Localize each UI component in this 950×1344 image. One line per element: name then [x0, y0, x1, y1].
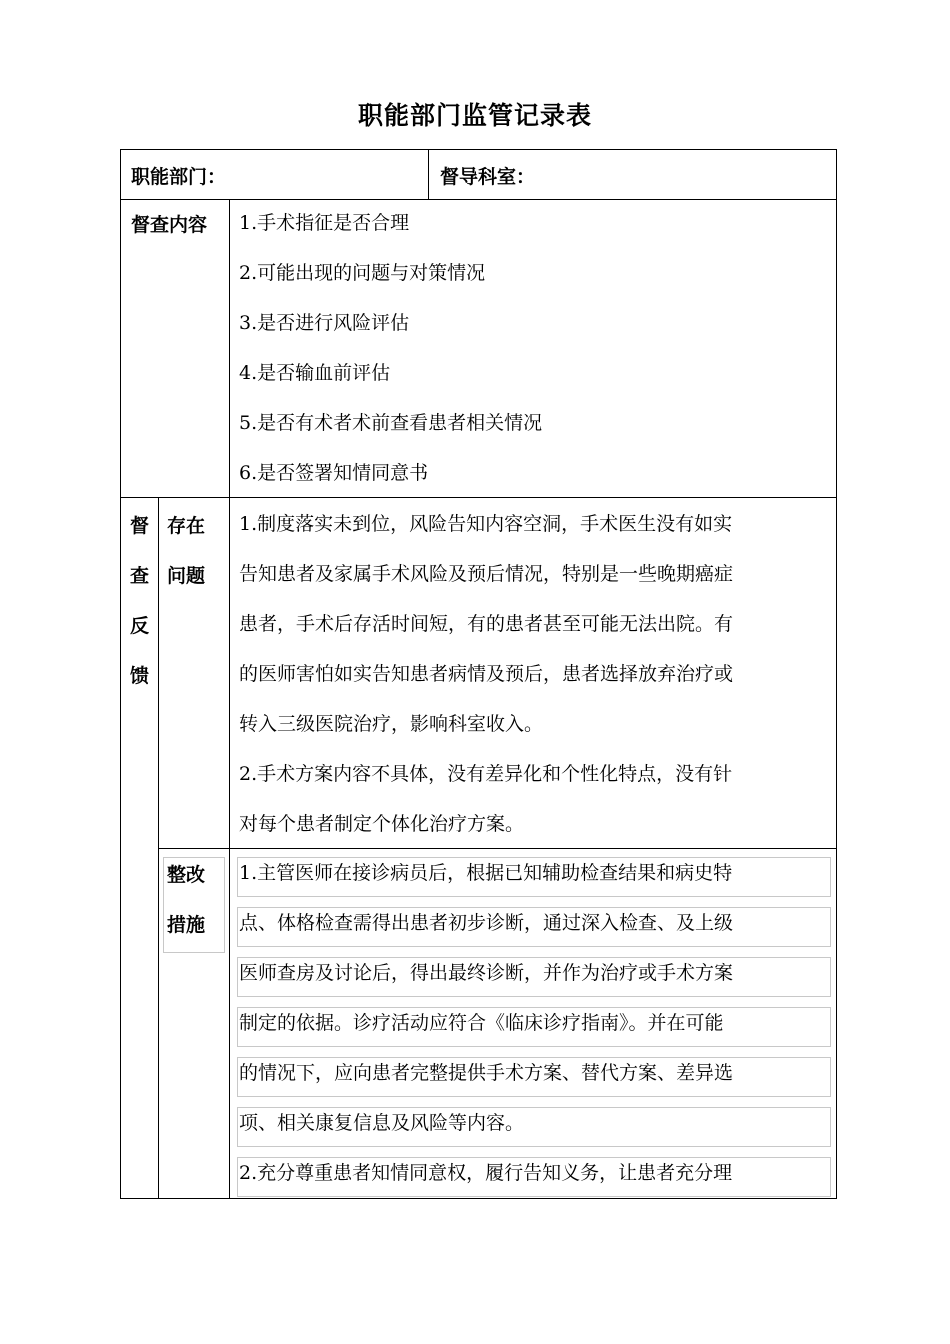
feedback-label-char: 馈 — [130, 665, 150, 687]
department-label: 职能部门： — [131, 166, 227, 188]
problem-line: 对每个患者制定个体化治疗方案。 — [239, 813, 525, 835]
problems-label: 存在 — [167, 515, 206, 537]
measure-line: 点、体格检查需得出患者初步诊断，通过深入检查、及上级 — [239, 912, 734, 934]
feedback-label-char: 督 — [130, 515, 150, 537]
problems-label: 问题 — [167, 565, 206, 587]
record-table — [120, 149, 837, 1199]
header-column-divider — [428, 150, 429, 199]
problem-line: 患者，手术后存活时间短，有的患者甚至可能无法出院。有 — [239, 613, 734, 635]
measures-label: 整改 — [167, 864, 206, 886]
feedback-label-char: 反 — [130, 615, 150, 637]
problem-line: 2.手术方案内容不具体，没有差异化和个性化特点，没有针 — [239, 763, 733, 785]
measures-label: 措施 — [167, 914, 206, 936]
inspection-item: 5.是否有术者术前查看患者相关情况 — [239, 412, 543, 434]
measure-line: 医师查房及讨论后，得出最终诊断，并作为治疗或手术方案 — [239, 962, 734, 984]
feedback-column-divider — [158, 497, 159, 1198]
measure-line: 制定的依据。诊疗活动应符合《临床诊疗指南》。并在可能 — [239, 1012, 724, 1034]
problem-line: 1.制度落实未到位，风险告知内容空洞，手术医生没有如实 — [239, 513, 733, 535]
inspection-item: 4.是否输血前评估 — [239, 362, 391, 384]
label-column-divider — [229, 199, 230, 1198]
inspection-item: 1.手术指征是否合理 — [239, 212, 410, 234]
measure-line: 项、相关康复信息及风险等内容。 — [239, 1112, 525, 1134]
problems-divider — [158, 848, 836, 849]
measure-line: 的情况下，应向患者完整提供手术方案、替代方案、差异选 — [239, 1062, 734, 1084]
problem-line: 转入三级医院治疗，影响科室收入。 — [239, 713, 544, 735]
supervised-department-label: 督导科室： — [440, 166, 536, 188]
page-title: 职能部门监管记录表 — [357, 101, 592, 130]
inspection-item: 3.是否进行风险评估 — [239, 312, 410, 334]
measure-line: 1.主管医师在接诊病员后，根据已知辅助检查结果和病史特 — [239, 862, 733, 884]
feedback-label-char: 查 — [130, 565, 150, 587]
problem-line: 的医师害怕如实告知患者病情及预后，患者选择放弃治疗或 — [239, 663, 734, 685]
inspection-item: 2.可能出现的问题与对策情况 — [239, 262, 486, 284]
problem-line: 告知患者及家属手术风险及预后情况，特别是一些晚期癌症 — [239, 563, 734, 585]
measure-line: 2.充分尊重患者知情同意权，履行告知义务，让患者充分理 — [239, 1162, 733, 1184]
inspection-content-label: 督查内容 — [131, 214, 208, 236]
inspection-item: 6.是否签署知情同意书 — [239, 462, 429, 484]
